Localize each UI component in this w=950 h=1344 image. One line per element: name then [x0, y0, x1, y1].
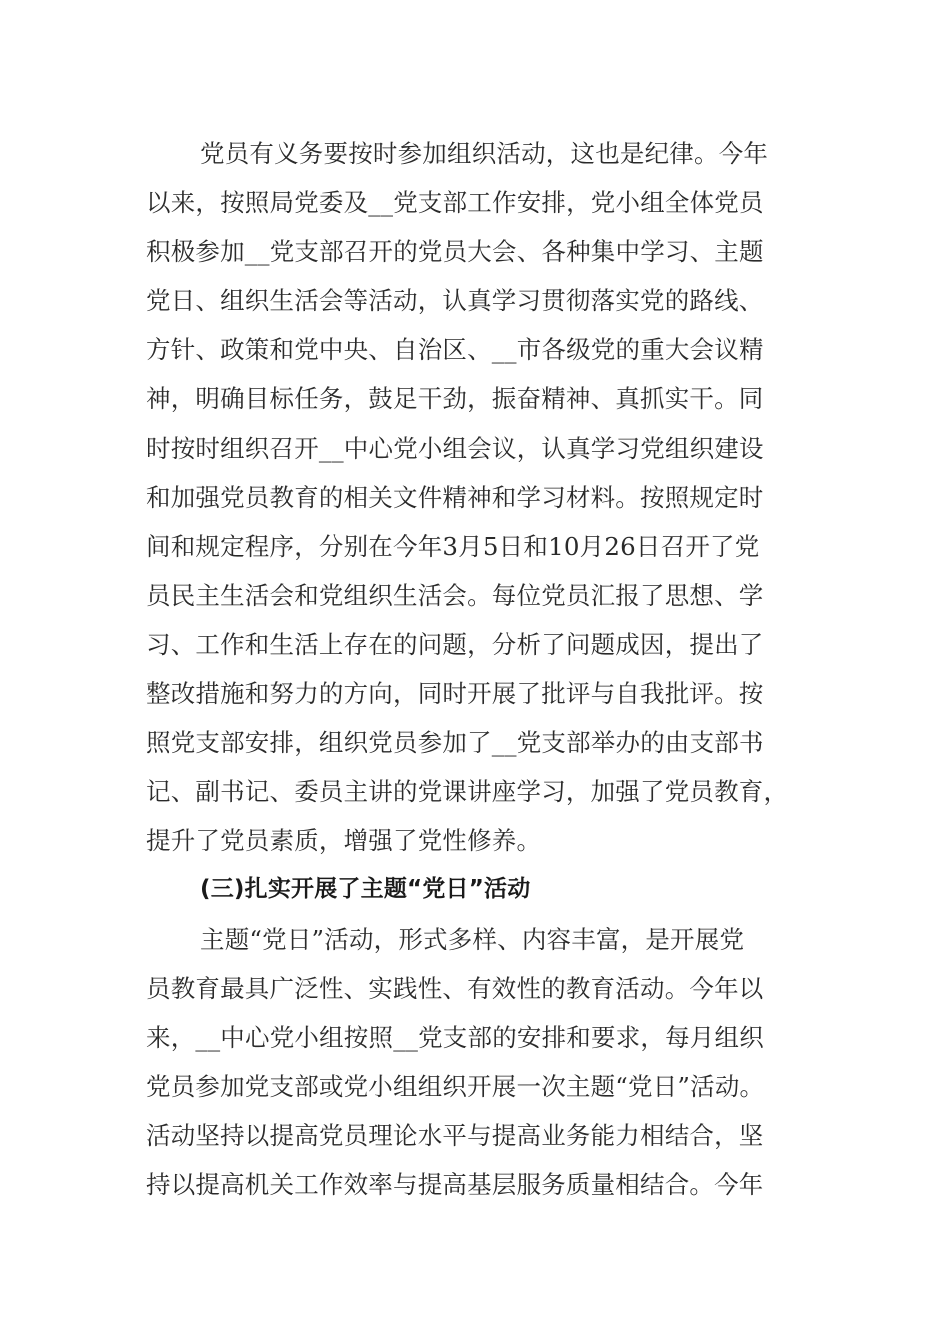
paragraph-1-line-9: 间和规定程序，分别在今年3月5日和10月26日召开了党: [146, 531, 760, 561]
paragraph-2-line-6: 持以提高机关工作效率与提高基层服务质量相结合。今年: [146, 1169, 764, 1199]
paragraph-2-line-5: 活动坚持以提高党员理论水平与提高业务能力相结合，坚: [146, 1120, 764, 1150]
paragraph-1-line-10: 员民主生活会和党组织生活会。每位党员汇报了思想、学: [146, 580, 764, 610]
paragraph-1-line-3: 积极参加__党支部召开的党员大会、各种集中学习、主题: [146, 237, 764, 267]
paragraph-1-line-13: 照党支部安排，组织党员参加了__党支部举办的由支部书: [146, 728, 764, 758]
paragraph-1-line-15: 提升了党员素质，增强了党性修养。: [146, 826, 542, 856]
paragraph-2-line-2: 员教育最具广泛性、实践性、有效性的教育活动。今年以: [146, 973, 764, 1003]
paragraph-1-line-14: 记、副书记、委员主讲的党课讲座学习，加强了党员教育，: [146, 777, 789, 807]
paragraph-2-line-4: 党员参加党支部或党小组组织开展一次主题“党日”活动。: [146, 1071, 765, 1101]
document-body: [146, 129, 806, 1209]
paragraph-1-line-7: 时按时组织召开__中心党小组会议，认真学习党组织建设: [146, 433, 764, 463]
paragraph-2-line-3: 来，__中心党小组按照__党支部的安排和要求，每月组织: [146, 1022, 764, 1052]
paragraph-1-line-11: 习、工作和生活上存在的问题，分析了问题成因，提出了: [146, 629, 764, 659]
paragraph-1-line-5: 方针、政策和党中央、自治区、__市各级党的重大会议精: [146, 335, 764, 365]
paragraph-1-line-12: 整改措施和努力的方向，同时开展了批评与自我批评。按: [146, 679, 764, 709]
section-heading: (三)扎实开展了主题“党日”活动: [200, 876, 531, 903]
paragraph-1-line-6: 神，明确目标任务，鼓足干劲，振奋精神、真抓实干。同: [146, 384, 764, 414]
paragraph-1-line-2: 以来，按照局党委及__党支部工作安排，党小组全体党员: [146, 188, 764, 218]
paragraph-1-line-4: 党日、组织生活会等活动，认真学习贯彻落实党的路线、: [146, 286, 764, 316]
paragraph-2-line-1: 主题“党日”活动，形式多样、内容丰富，是开展党: [200, 924, 745, 954]
paragraph-1-line-8: 和加强党员教育的相关文件精神和学习材料。按照规定时: [146, 482, 764, 512]
paragraph-1-line-1: 党员有义务要按时参加组织活动，这也是纪律。今年: [200, 139, 769, 168]
